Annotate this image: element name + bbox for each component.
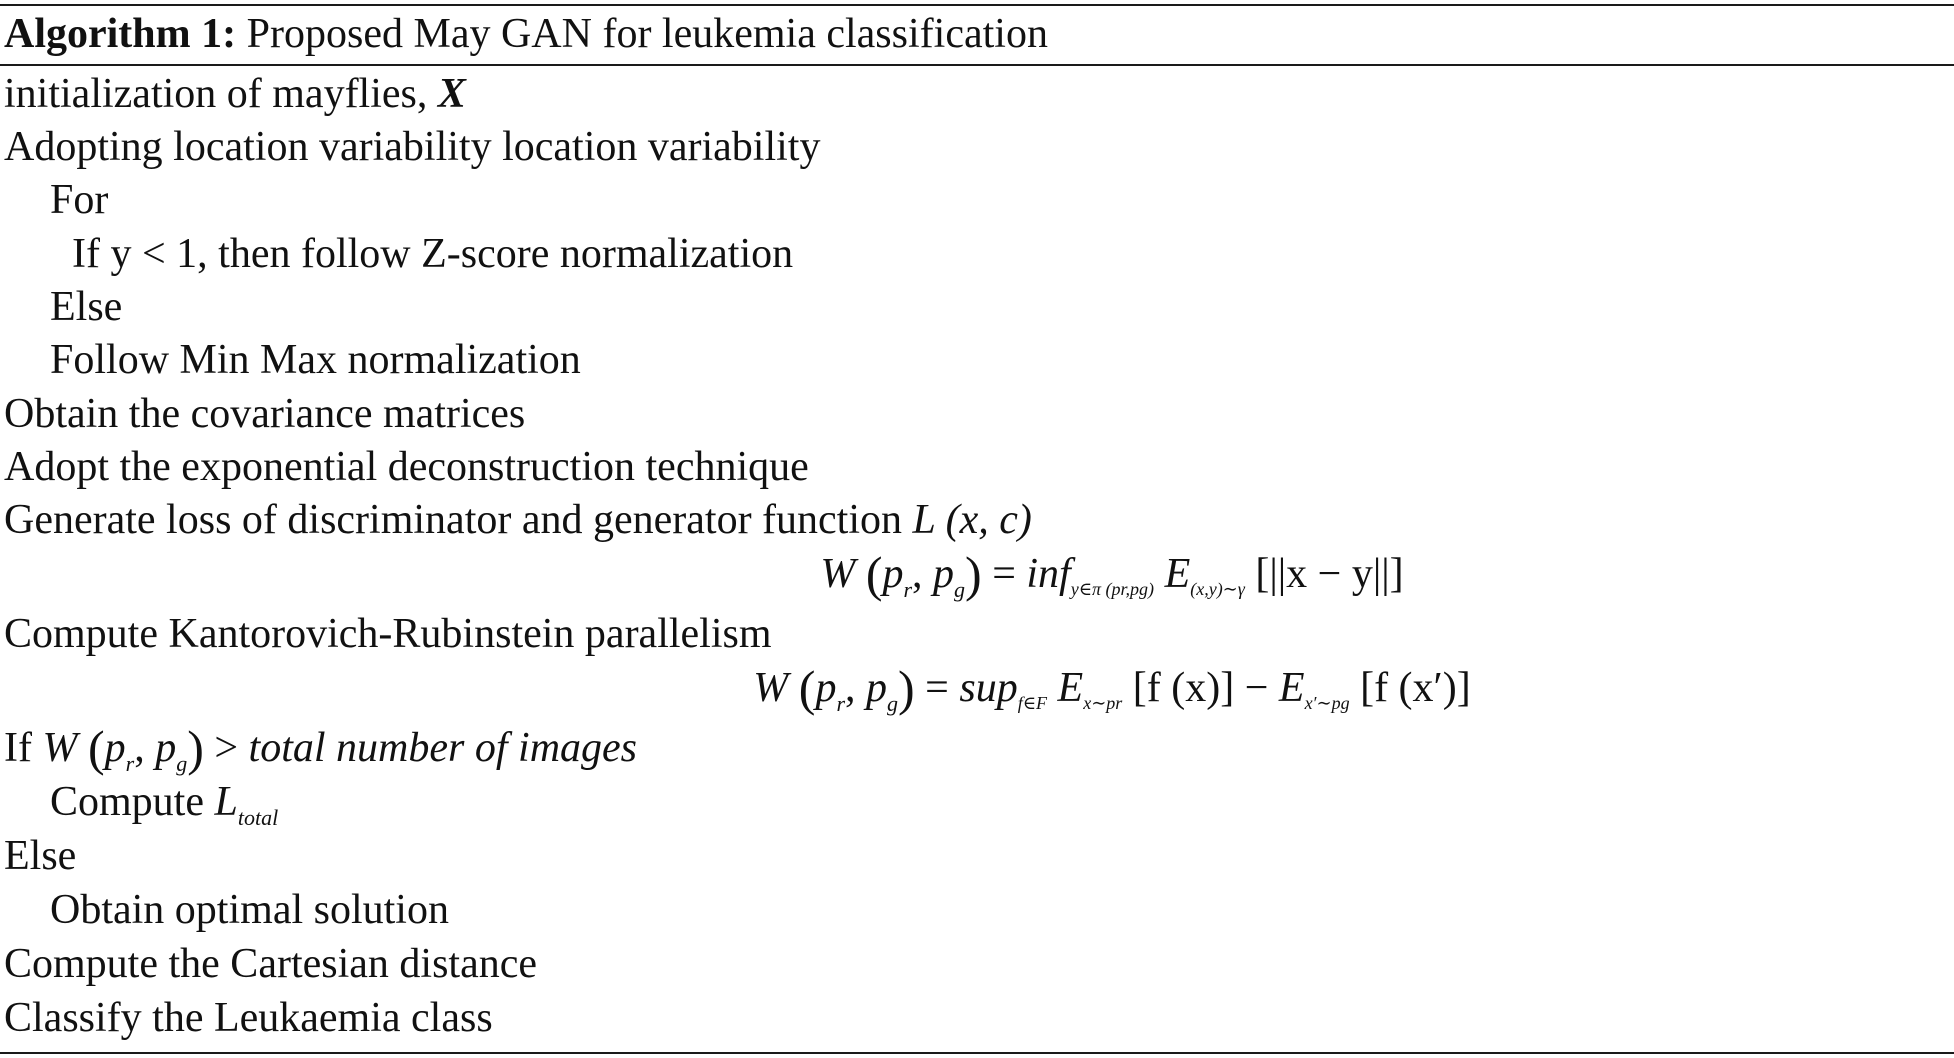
algorithm-title-text: Proposed May GAN for leukemia classification <box>246 11 1048 57</box>
step-12: Compute $L_{total}$ <box>50 779 279 830</box>
step-14: Obtain optimal solution <box>50 887 449 933</box>
equation-wasserstein-inf: W ($p_r$, $p_g$) = infy∈π (pr,pg) E(x,y)∼γ [||x − y||] <box>820 546 1404 602</box>
step-13: Else <box>4 833 77 879</box>
step-3: For <box>50 177 109 223</box>
step-10: Compute Kantorovich-Rubinstein parallelism <box>4 611 772 657</box>
step-1: initialization of mayflies, X <box>4 71 466 117</box>
bottom-rule <box>0 1052 1954 1054</box>
step-5: Else <box>50 284 123 330</box>
step-6: Follow Min Max normalization <box>50 337 581 383</box>
step-2: Adopting location variability location variability <box>4 124 821 170</box>
step-16: Classify the Leukaemia class <box>4 995 493 1041</box>
equation-kantorovich-sup: W ($p_r$, $p_g$) = supf∈F Ex∼pr [f (x)] − Ex′∼pg [f (x′)] <box>753 660 1471 716</box>
step-8: Adopt the exponential deconstruction technique <box>4 444 809 490</box>
algorithm-title <box>4 6 1048 62</box>
step-9: Generate loss of discriminator and generator function L (x, c) <box>4 497 1032 543</box>
step-11: If W ($p_r$, $p_g$) > total number of images <box>4 720 638 776</box>
header-rule <box>0 64 1954 66</box>
step-4: If y < 1, then follow Z-score normalization <box>72 231 794 277</box>
algorithm-label: Algorithm 1: <box>4 11 237 57</box>
step-15: Compute the Cartesian distance <box>4 941 538 987</box>
step-7: Obtain the covariance matrices <box>4 391 526 437</box>
